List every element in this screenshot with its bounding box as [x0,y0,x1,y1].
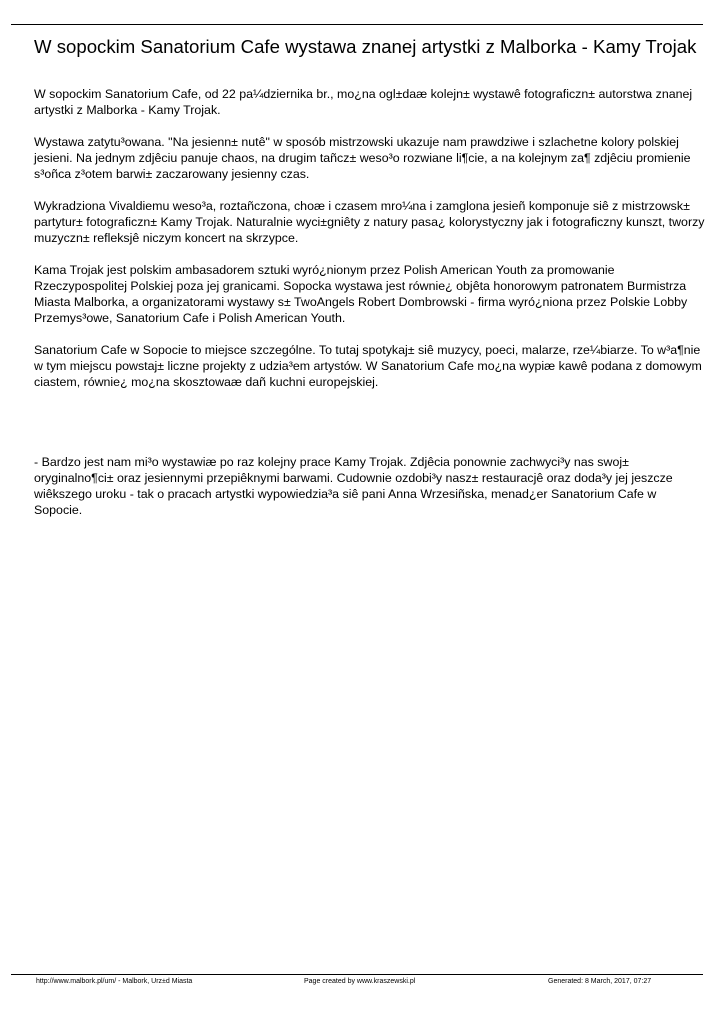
paragraph-exhibition: Wystawa zatytu³owana. "Na jesienn± nutê" w sposób mistrzowski ukazuje nam prawdziwe i szlachetne kolory polskiej jesieni. Na jednym zdjêciu panuje chaos, na drugim tañcz± weso³o rozwiane li¶cie, a na kolejnym za¶ zdjêciu promienie s³oñca z³otem barwi± zaczarowany jesienny czas. [34,135,691,181]
footer-generated-date: Generated: 8 March, 2017, 07:27 [548,978,652,985]
paragraph-intro: W sopockim Sanatorium Cafe, od 22 pa¼dziernika br., mo¿na ogl±daæ kolejn± wystawê fotograficzn± autorstwa znanej artystki z Malborka - Kamy Trojak. [34,87,693,117]
article-title: W sopockim Sanatorium Cafe wystawa znanej artystki z Malborka - Kamy Trojak [34,36,697,57]
paragraph-venue: Sanatorium Cafe w Sopocie to miejsce szczególne. To tutaj spotykaj± siê muzycy, poeci, malarze, rze¼biarze. To w³a¶nie w tym miejscu powstaj± liczne projekty z udzia³em artystów. W Sanatorium Cafe mo¿na wypiæ kawê podana z domowym ciastem, równie¿ mo¿na skosztowaæ dañ kuchni europejskiej. [34,343,702,389]
header-rule [11,24,703,25]
footer-rule [11,974,703,975]
footer-creator: Page created by www.kraszewski.pl [304,978,416,985]
paragraph-ambassador: Kama Trojak jest polskim ambasadorem sztuki wyró¿nionym przez Polish American Youth za promowanie Rzeczypospolitej Polskiej poza jej granicami. Sopocka wystawa jest równie¿ objêta honorowym patronatem Burmistrza Miasta Malborka, a organizatorami wystawy s± TwoAngels Robert Dombrowski - firma wyró¿niona przez Polskie Lobby Przemys³owe, Sanatorium Cafe i Polish American Youth. [34,263,688,325]
paragraph-vivaldi: Wykradziona Vivaldiemu weso³a, roztañczona, choæ i czasem mro¼na i zamglona jesieñ komponuje siê z mistrzowsk± partytur± fotograficzn± Kamy Trojak. Naturalnie wyci±gniêty z natury pasa¿ kolorystyczny jak i fotograficzny kunszt, tworzy muzyczn± refleksjê niczym koncert na skrzypce. [34,199,705,245]
footer-source-url: http://www.malbork.pl/um/ - Malbork, Urz±d Miasta [36,978,193,985]
page-footer [0,977,725,989]
article-body [34,86,706,518]
paragraph-quote: - Bardzo jest nam mi³o wystawiæ po raz kolejny prace Kamy Trojak. Zdjêcia ponownie zachwyci³y nas swoj± oryginalno¶ci± oraz jesiennymi przepiêknymi barwami. Cudownie ozdobi³y nasz± restauracjê oraz doda³y jej jeszcze wiêkszego uroku - tak o pracach artystki wypowiedzia³a siê pani Anna Wrzesiñska, menad¿er Sanatorium Cafe w Sopocie. [34,455,673,517]
